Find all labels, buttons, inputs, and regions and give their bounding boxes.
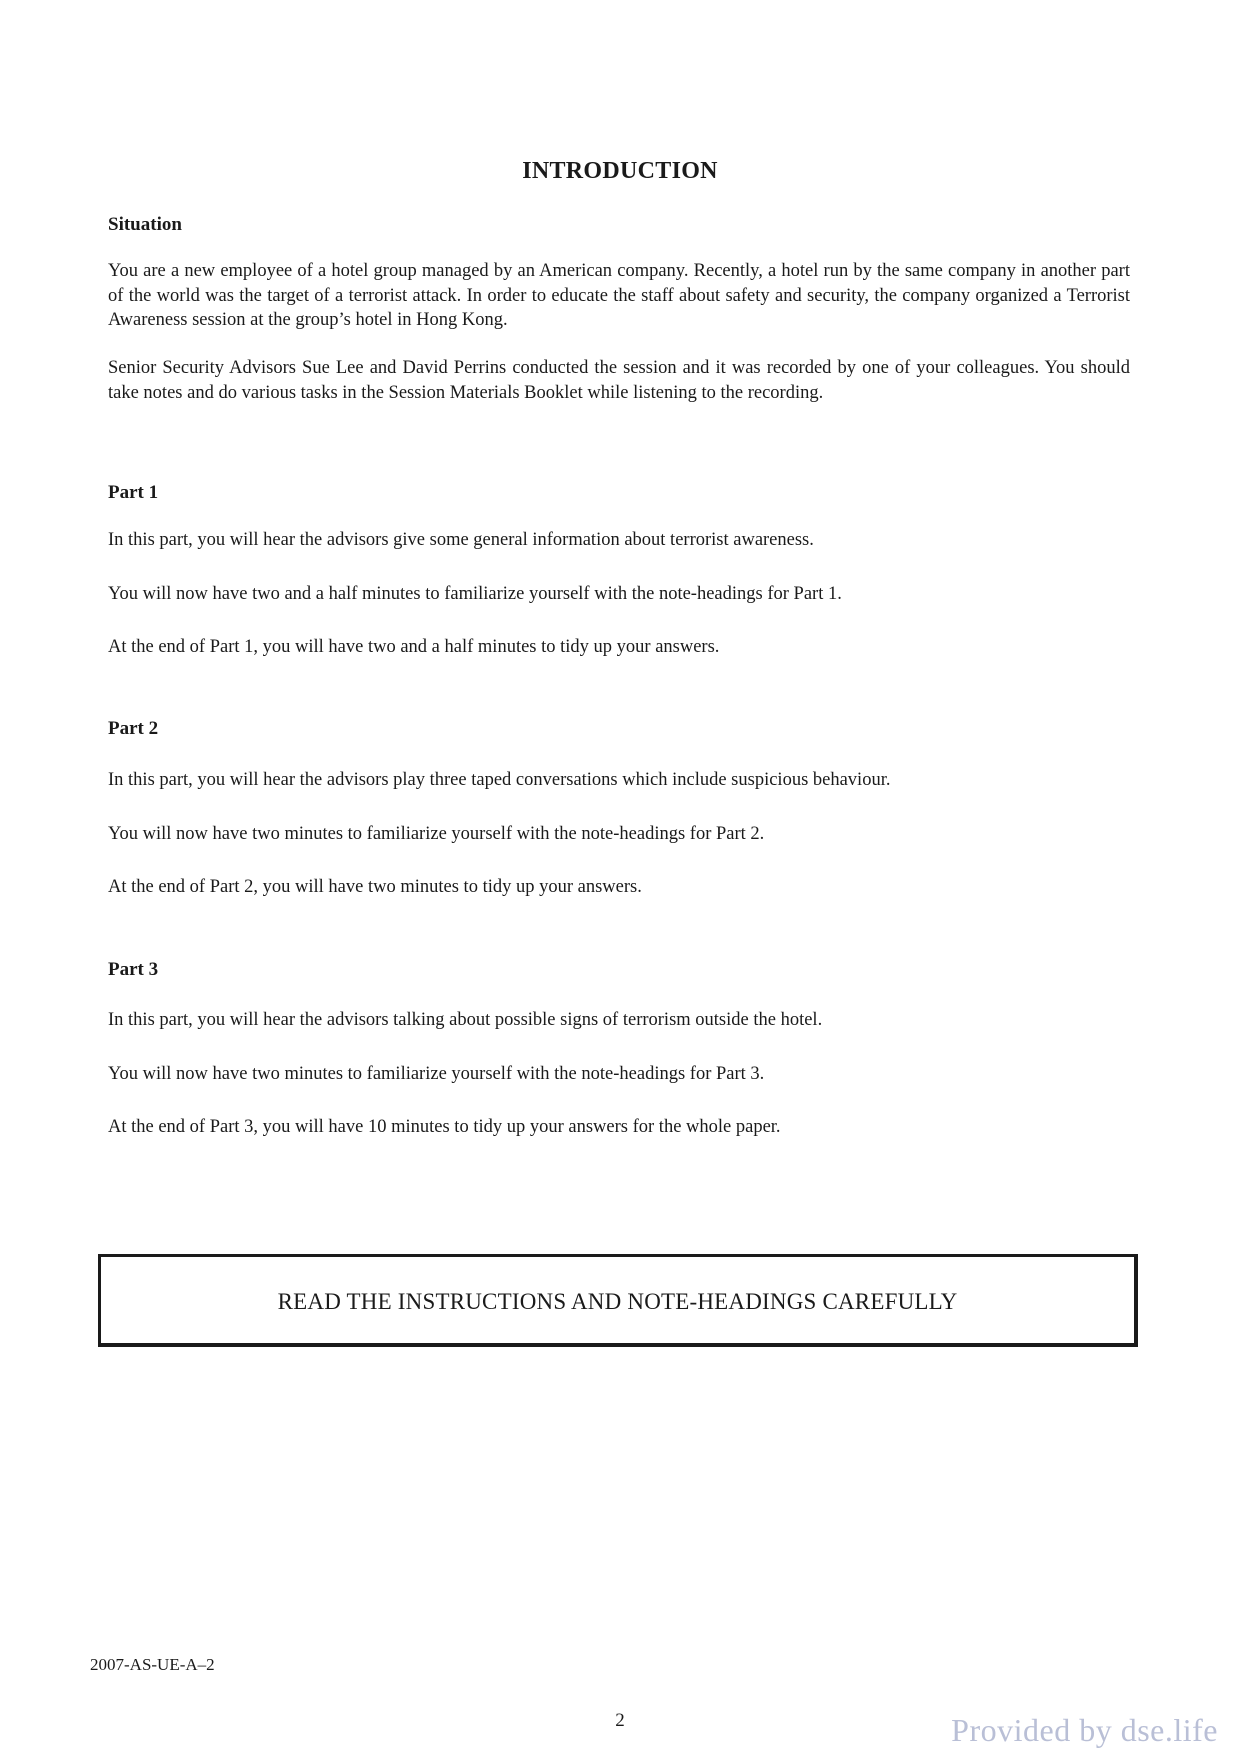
- part-2-line-2: You will now have two minutes to familiarize yourself with the note-headings for Part 2.: [108, 824, 765, 844]
- part-2-line-3: At the end of Part 2, you will have two minutes to tidy up your answers.: [108, 877, 642, 897]
- part-1-line-2: You will now have two and a half minutes to familiarize yourself with the note-headings for Part 1.: [108, 584, 842, 604]
- notice-box: [98, 1254, 1138, 1347]
- situation-heading: Situation: [108, 214, 182, 235]
- part-2-line-1: In this part, you will hear the advisors play three taped conversations which include suspicious behaviour.: [108, 770, 891, 790]
- part-3-line-2: You will now have two minutes to familiarize yourself with the note-headings for Part 3.: [108, 1064, 765, 1084]
- page-number: 2: [615, 1710, 625, 1731]
- page-title: INTRODUCTION: [522, 158, 718, 184]
- watermark: Provided by dse.life: [951, 1712, 1218, 1748]
- part-3-heading: Part 3: [108, 959, 159, 980]
- notice-text: READ THE INSTRUCTIONS AND NOTE-HEADINGS CAREFULLY: [277, 1289, 958, 1314]
- part-1-line-1: In this part, you will hear the advisors give some general information about terrorist awareness.: [108, 530, 814, 550]
- paper-code: 2007-AS-UE-A–2: [90, 1655, 215, 1674]
- part-2-heading: Part 2: [108, 718, 159, 739]
- part-1-heading: Part 1: [108, 482, 159, 503]
- situation-paragraph-2: Senior Security Advisors Sue Lee and David Perrins conducted the session and it was recorded by one of your colleagues. You should take notes and do various tasks in the Session Materials Booklet while listening to the recording.: [108, 358, 1130, 403]
- situation-paragraph-1: You are a new employee of a hotel group managed by an American company. Recently, a hotel run by the same company in another part of the world was the target of a terrorist attack. In order to educate the staff about safety and security, the company organized a Terrorist Awareness session at the group’s hotel in Hong Kong.: [108, 261, 1130, 330]
- part-1-line-3: At the end of Part 1, you will have two and a half minutes to tidy up your answers.: [108, 637, 720, 657]
- part-3-line-3: At the end of Part 3, you will have 10 minutes to tidy up your answers for the whole paper.: [108, 1117, 781, 1137]
- part-3-line-1: In this part, you will hear the advisors talking about possible signs of terrorism outside the hotel.: [108, 1010, 823, 1030]
